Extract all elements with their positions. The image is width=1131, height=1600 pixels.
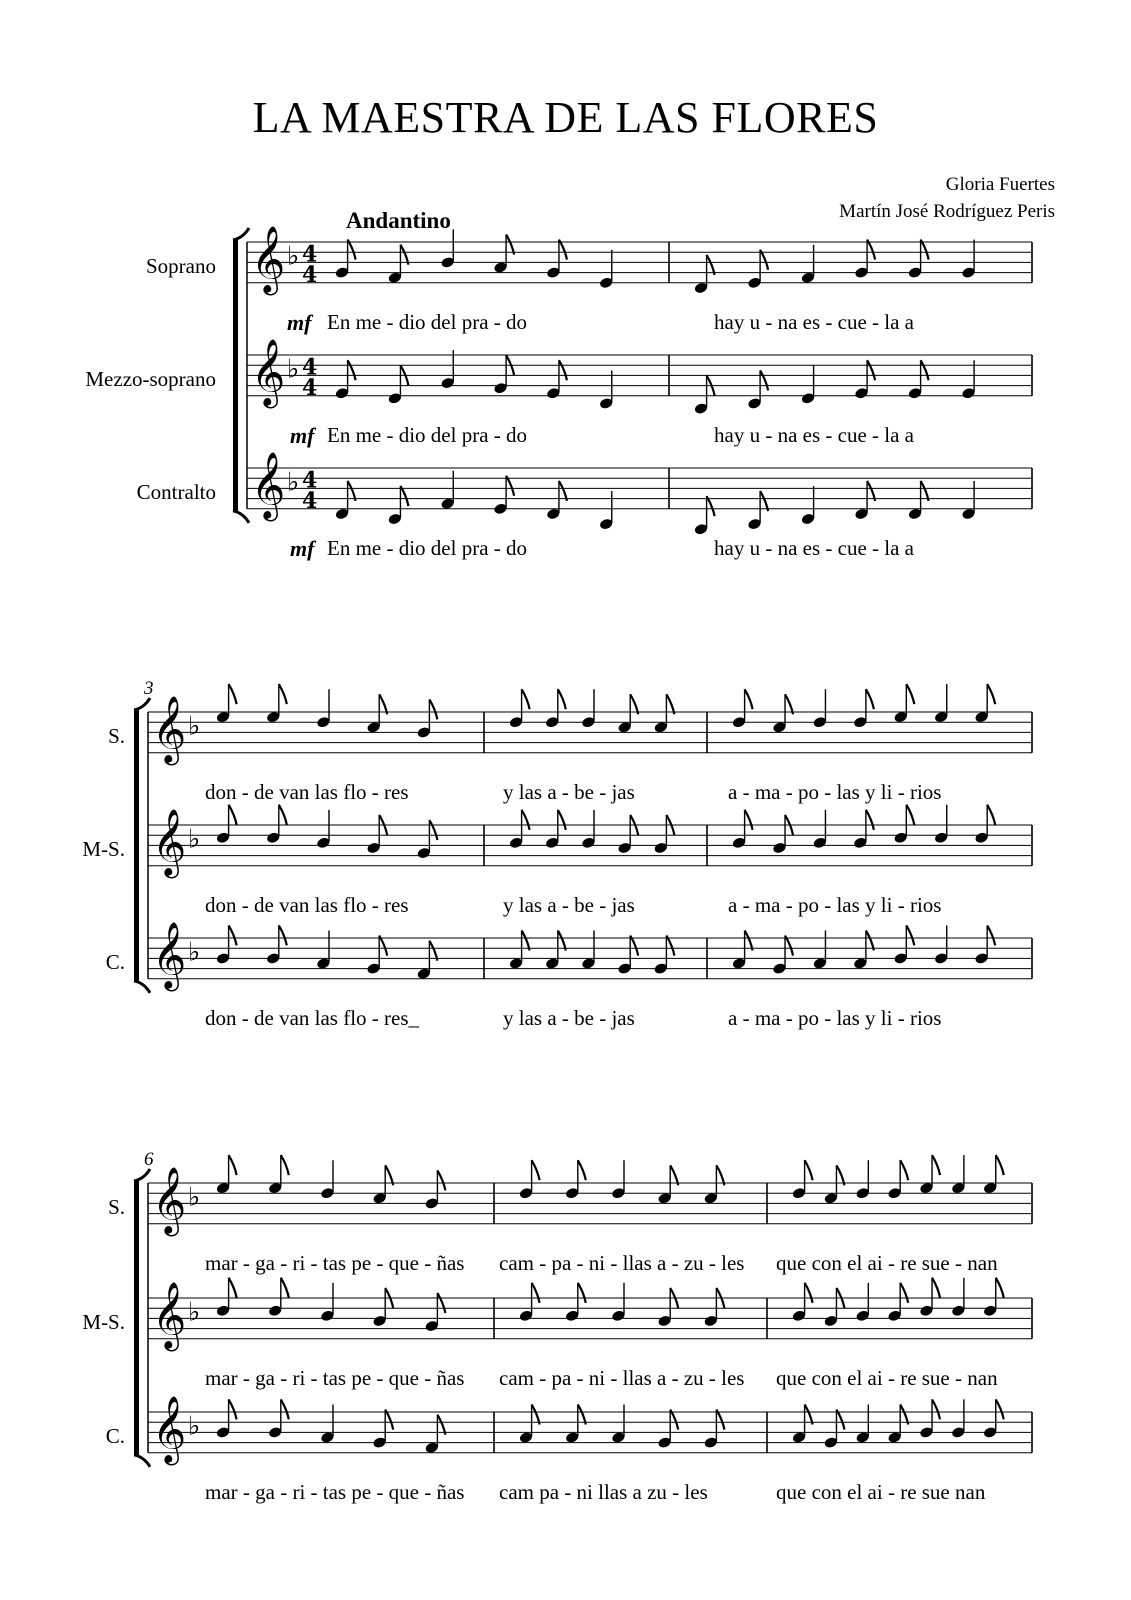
lyric-line: y las a - be - jas — [503, 780, 635, 804]
flat-key-signature-icon: ♭ — [287, 354, 300, 385]
lyric-line: a - ma - po - las y li - rios — [728, 780, 942, 804]
treble-clef-icon: 𝄞 — [152, 807, 187, 876]
composer-credit: Martín José Rodríguez Peris — [839, 201, 1055, 222]
note-flag — [670, 1410, 678, 1430]
treble-clef-icon: 𝄞 — [251, 224, 286, 293]
note-flag — [279, 805, 287, 825]
note-flag — [385, 1410, 393, 1430]
note-flag — [987, 684, 995, 704]
note-flag — [707, 496, 715, 516]
system-bracket — [134, 710, 139, 981]
bracket-bottom-curl — [233, 511, 249, 523]
note-flag — [866, 810, 874, 830]
note-flag — [867, 240, 875, 260]
note-flag — [400, 245, 408, 265]
note-flag — [866, 689, 874, 709]
flat-key-signature-icon: ♭ — [287, 467, 300, 498]
note-flag — [906, 684, 914, 704]
lyric-line: don - de van las flo - res_ — [205, 1006, 420, 1030]
treble-clef-icon: 𝄞 — [152, 1280, 187, 1349]
voice-label: M-S. — [82, 837, 125, 862]
note-flag — [229, 925, 237, 945]
note-flag — [707, 255, 715, 275]
lyric-line: y las a - be - jas — [503, 893, 635, 917]
voice-label: S. — [108, 1195, 125, 1220]
treble-clef-icon: 𝄞 — [152, 920, 187, 989]
note-flag — [437, 1293, 445, 1313]
flat-key-signature-icon: ♭ — [188, 824, 201, 855]
lyric-line: En me - dio del pra - do — [327, 423, 528, 447]
note-flag — [559, 240, 567, 260]
note-flag — [437, 1170, 445, 1190]
note-flag — [379, 936, 387, 956]
flat-key-signature-icon: ♭ — [188, 1411, 201, 1442]
voice-label: C. — [105, 950, 125, 975]
note-flag — [716, 1410, 724, 1430]
note-flag — [229, 1155, 237, 1175]
treble-clef-icon: 𝄞 — [251, 337, 286, 406]
note-flag — [578, 1405, 586, 1425]
note-flag — [836, 1410, 844, 1430]
voice-label: Contralto — [136, 480, 216, 505]
note-flag — [385, 1165, 393, 1185]
note-flag — [281, 1155, 289, 1175]
note-flag — [522, 689, 530, 709]
lyric-line: mar - ga - ri - tas pe - que - ñas — [205, 1480, 465, 1504]
note-flag — [670, 1165, 678, 1185]
treble-clef-icon: 𝄞 — [152, 1394, 187, 1463]
note-flag — [229, 1278, 237, 1298]
note-flag — [716, 1165, 724, 1185]
note-flag — [429, 941, 437, 961]
flat-key-signature-icon: ♭ — [287, 241, 300, 272]
note-flag — [785, 694, 793, 714]
lyric-line: En me - dio del pra - do — [327, 310, 528, 334]
note-flag — [506, 235, 514, 255]
note-flag — [532, 1405, 540, 1425]
note-flag — [506, 476, 514, 496]
note-flag — [932, 1278, 940, 1298]
note-flag — [921, 360, 929, 380]
dynamic-marking: mf — [290, 423, 315, 448]
flat-key-signature-icon: ♭ — [188, 1297, 201, 1328]
measure-number: 6 — [144, 1149, 154, 1170]
note-flag — [987, 805, 995, 825]
note-flag — [805, 1405, 813, 1425]
voice-label: Mezzo-soprano — [85, 367, 216, 392]
note-flag — [559, 360, 567, 380]
lyric-line: mar - ga - ri - tas pe - que - ñas — [205, 1366, 465, 1390]
time-signature-numerator: 4 — [302, 241, 318, 268]
lyric-line: mar - ga - ri - tas pe - que - ñas — [205, 1251, 465, 1275]
dynamic-marking: mf — [287, 310, 312, 335]
dynamic-marking: mf — [290, 536, 315, 561]
lyric-line: cam - pa - ni - llas a - zu - les — [499, 1366, 745, 1390]
voice-label: M-S. — [82, 1310, 125, 1335]
note-flag — [900, 1160, 908, 1180]
note-flag — [906, 805, 914, 825]
note-flag — [866, 931, 874, 951]
bracket-bottom-curl — [134, 1455, 150, 1467]
note-flag — [745, 810, 753, 830]
score-title: LA MAESTRA DE LAS FLORES — [252, 93, 879, 142]
note-flag — [805, 1283, 813, 1303]
flat-key-signature-icon: ♭ — [188, 937, 201, 968]
lyric-line: hay u - na es - cue - la a — [714, 310, 914, 334]
note-flag — [867, 481, 875, 501]
note-flag — [867, 360, 875, 380]
bracket-top-curl — [134, 1169, 150, 1181]
note-flag — [987, 925, 995, 945]
lyric-line: a - ma - po - las y li - rios — [728, 1006, 942, 1030]
voice-label: C. — [105, 1424, 125, 1449]
lyric-line: cam - pa - ni - llas a - zu - les — [499, 1251, 745, 1275]
note-flag — [400, 486, 408, 506]
note-flag — [559, 481, 567, 501]
note-flag — [229, 805, 237, 825]
note-flag — [532, 1160, 540, 1180]
note-flag — [532, 1283, 540, 1303]
voice-label: Soprano — [146, 254, 216, 279]
lyric-line: que con el ai - re sue - nan — [776, 1251, 998, 1275]
poet-credit: Gloria Fuertes — [945, 174, 1055, 195]
note-flag — [578, 1283, 586, 1303]
bracket-top-curl — [233, 228, 249, 240]
note-flag — [996, 1278, 1004, 1298]
lyric-line: don - de van las flo - res — [205, 893, 409, 917]
flat-key-signature-icon: ♭ — [188, 711, 201, 742]
time-signature-numerator: 4 — [302, 354, 318, 381]
note-flag — [760, 250, 768, 270]
note-flag — [666, 936, 674, 956]
note-flag — [996, 1155, 1004, 1175]
lyric-line: que con el ai - re sue - nan — [776, 1366, 998, 1390]
note-flag — [900, 1405, 908, 1425]
note-flag — [279, 684, 287, 704]
lyric-line: a - ma - po - las y li - rios — [728, 893, 942, 917]
treble-clef-icon: 𝄞 — [251, 450, 286, 519]
note-flag — [429, 820, 437, 840]
time-signature-denominator: 4 — [302, 487, 318, 514]
lyric-line: En me - dio del pra - do — [327, 536, 528, 560]
note-flag — [745, 689, 753, 709]
note-flag — [785, 936, 793, 956]
time-signature-denominator: 4 — [302, 374, 318, 401]
note-flag — [932, 1399, 940, 1419]
note-flag — [630, 694, 638, 714]
lyric-line: y las a - be - jas — [503, 1006, 635, 1030]
note-flag — [921, 481, 929, 501]
flat-key-signature-icon: ♭ — [188, 1182, 201, 1213]
time-signature-numerator: 4 — [302, 467, 318, 494]
bracket-bottom-curl — [134, 981, 150, 993]
note-flag — [348, 360, 356, 380]
note-flag — [379, 694, 387, 714]
note-flag — [745, 931, 753, 951]
note-flag — [578, 1160, 586, 1180]
note-flag — [279, 925, 287, 945]
treble-clef-icon: 𝄞 — [152, 1165, 187, 1234]
note-flag — [805, 1160, 813, 1180]
time-signature-denominator: 4 — [302, 261, 318, 288]
system-bracket — [134, 1181, 139, 1455]
note-flag — [836, 1165, 844, 1185]
tempo-marking: Andantino — [346, 208, 451, 233]
note-flag — [760, 491, 768, 511]
note-flag — [996, 1399, 1004, 1419]
note-flag — [429, 699, 437, 719]
note-flag — [906, 925, 914, 945]
note-flag — [348, 240, 356, 260]
note-flag — [630, 936, 638, 956]
note-flag — [281, 1278, 289, 1298]
lyric-line: hay u - na es - cue - la a — [714, 423, 914, 447]
system-bracket — [233, 240, 238, 511]
lyric-line: que con el ai - re sue nan — [776, 1480, 986, 1504]
note-flag — [281, 1399, 289, 1419]
note-flag — [932, 1155, 940, 1175]
note-flag — [558, 810, 566, 830]
treble-clef-icon: 𝄞 — [152, 694, 187, 763]
note-flag — [760, 370, 768, 390]
lyric-line: cam pa - ni llas a zu - les — [499, 1480, 708, 1504]
note-flag — [666, 694, 674, 714]
voice-label: S. — [108, 724, 125, 749]
note-flag — [558, 931, 566, 951]
note-flag — [229, 1399, 237, 1419]
bracket-top-curl — [134, 698, 150, 710]
note-flag — [348, 481, 356, 501]
note-flag — [921, 240, 929, 260]
lyric-line: hay u - na es - cue - la a — [714, 536, 914, 560]
note-flag — [229, 684, 237, 704]
lyric-line: don - de van las flo - res — [205, 780, 409, 804]
note-flag — [437, 1415, 445, 1435]
note-flag — [558, 689, 566, 709]
note-flag — [522, 810, 530, 830]
measure-number: 3 — [144, 678, 154, 699]
note-flag — [900, 1283, 908, 1303]
note-flag — [522, 931, 530, 951]
